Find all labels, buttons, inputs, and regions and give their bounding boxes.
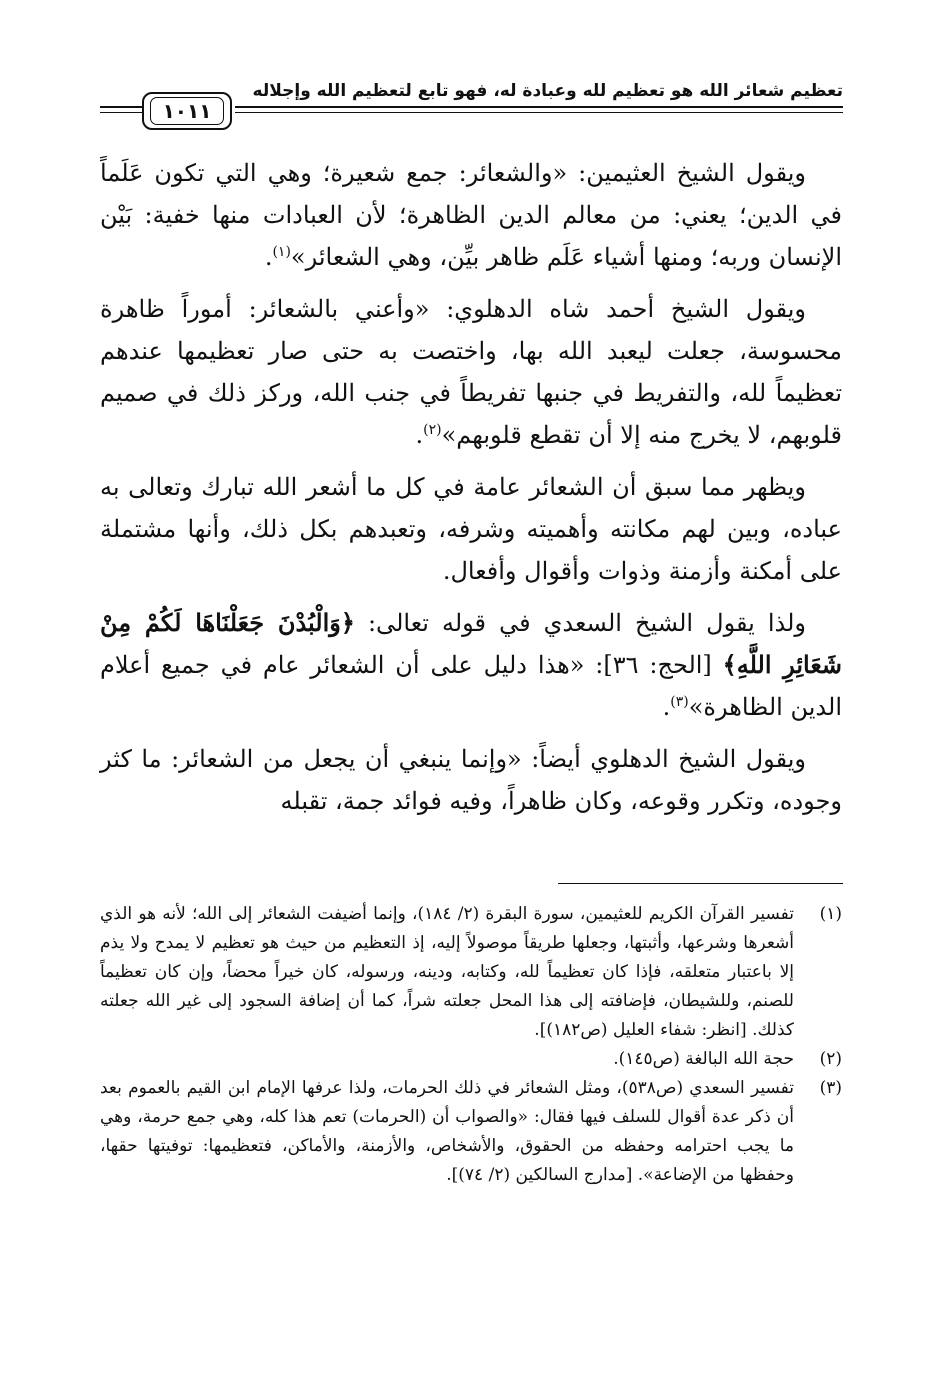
main-text [100, 152, 842, 822]
paragraph-text: ويقول الشيخ الدهلوي أيضاً: «وإنما ينبغي أن يجعل من الشعائر: ما كثر وجوده، وتكرر وقوعه، وكان ظاهراً، وفيه فوائد جمة، تقبله [100, 745, 842, 815]
header-rule-bottom [235, 112, 843, 113]
paragraph-text: ويقول الشيخ أحمد شاه الدهلوي: «وأعني بالشعائر: أموراً ظاهرة محسوسة، جعلت ليعبد الله بها، واختصت به حتى صار تعظيمها عندهم تعظيماً لله، والتفريط في جنبها تفريطاً في جنب الله، وركز ذلك في صميم قلوبهم، لا يخرج منه إلا أن تقطع قلوبهم» [100, 295, 842, 449]
footnote-separator [558, 883, 843, 884]
paragraph-text-after: [الحج: ٣٦]: «هذا دليل على أن الشعائر عام في جميع أعلام الدين الظاهرة» [100, 651, 842, 721]
paragraph-text-before: ولذا يقول الشيخ السعدي في قوله تعالى: [354, 609, 806, 637]
paragraph-5 [100, 738, 842, 822]
footnote-text: حجة الله البالغة (ص١٤٥). [613, 1049, 794, 1069]
page-number: ١٠١١ [150, 97, 224, 125]
footnote-number: (١) [819, 904, 842, 924]
paragraph-1: ويقول الشيخ العثيمين: «والشعائر: جمع شعيرة؛ وهي التي تكون عَلَماً في الدين؛ يعني: من معالم الدين الظاهرة؛ لأن العبادات منها خفية: بَيْن الإنسان وربه؛ ومنها أشياء عَلَم ظاهر بيِّن، وهي الشعائر»$^{(١)}$. [100, 159, 842, 271]
footnote-ref-3: (٣) [670, 694, 689, 710]
quran-verse: ﴿وَالْبُدْنَ جَعَلْنَاهَا لَكُمْ مِنْ شَعَائِرِ اللَّهِ﴾ [100, 608, 843, 679]
footnote-text: تفسير القرآن الكريم للعثيمين، سورة البقرة (٢/ ١٨٤)، وإنما أضيفت الشعائر إلى الله؛ لأنه هو الذي أشعرها وشرعها، وأثبتها، وجعلها طريقاً موصولاً إليه، إذ التعظيم من حيث هو تعظيم لا يمدح ولا يذم إلا باعتبار متعلقه، فإذا كان تعظيماً لله، وكتابه، ودينه، ورسوله، كان خيراً محضاً، وإن كان تعظيماً للصنم، وللشيطان، فإضافته إلى هذا المحل جعلته شراً، كما أن إضافة السجود إلى غير الله جعلته كذلك. [انظر: شفاء العليل (ص١٨٢)]. [100, 904, 794, 1040]
paragraph-3 [100, 466, 842, 592]
footnote-1 [100, 900, 842, 1045]
footnotes [100, 900, 842, 1190]
paragraph-2: ويقول الشيخ أحمد شاه الدهلوي: «وأعني بالشعائر: أموراً ظاهرة محسوسة، جعلت ليعبد الله بها، واختصت به حتى صار تعظيمها عندهم تعظيماً لله، والتفريط في جنبها تفريطاً في جنب الله، وركز ذلك في صميم قلوبهم، لا يخرج منه إلا أن تقطع قلوبهم»$^{(٢)}$. [100, 295, 842, 449]
footnote-2 [100, 1045, 842, 1074]
header-rule-left-top [100, 106, 142, 108]
footnote-3 [100, 1074, 842, 1190]
footnote-number: (٣) [819, 1078, 842, 1098]
header-rule-top [235, 106, 843, 108]
header-rule-left-bottom [100, 112, 142, 113]
running-title: تعظيم شعائر الله هو تعظيم لله وعبادة له، فهو تابع لتعظيم الله وإجلاله [252, 81, 843, 101]
footnote-ref-2: (٢) [423, 422, 442, 438]
footnote-ref-1: (١) [272, 244, 291, 260]
paragraph-text: ويقول الشيخ العثيمين: «والشعائر: جمع شعيرة؛ وهي التي تكون عَلَماً في الدين؛ يعني: من معالم الدين الظاهرة؛ لأن العبادات منها خفية: بَيْن الإنسان وربه؛ ومنها أشياء عَلَم ظاهر بيِّن، وهي الشعائر» [100, 159, 842, 271]
footnote-text: تفسير السعدي (ص٥٣٨)، ومثل الشعائر في ذلك الحرمات، ولذا عرفها الإمام ابن القيم بالعموم بعد أن ذكر عدة أقوال للسلف فيها فقال: «والصواب أن (الحرمات) تعم هذا كله، وهي جمع حرمة، وهي ما يجب احترامه وحفظه من الحقوق، والأشخاص، والأزمنة، والأماكن، فتعظيمها: توفيتها حقها، وحفظها من الإضاعة». [مدارج السالكين (٢/ ٧٤)]. [100, 1078, 795, 1185]
footnote-number: (٢) [819, 1049, 842, 1069]
paragraph-text: ويظهر مما سبق أن الشعائر عامة في كل ما أشعر الله تبارك وتعالى به عباده، وبين لهم مكانته وأهميته وشرفه، وتعبدهم بكل ذلك، وأنها مشتملة على أمكنة وأزمنة وذوات وأقوال وأفعال. [100, 473, 842, 585]
paragraph-4: ولذا يقول الشيخ السعدي في قوله تعالى: ﴿وَالْبُدْنَ جَعَلْنَاهَا لَكُمْ مِنْ شَعَائِرِ اللَّهِ﴾ [الحج: ٣٦]: «هذا دليل على أن الشعائر عام في جميع أعلام الدين الظاهرة»$^{(٣)}$. [100, 608, 843, 721]
